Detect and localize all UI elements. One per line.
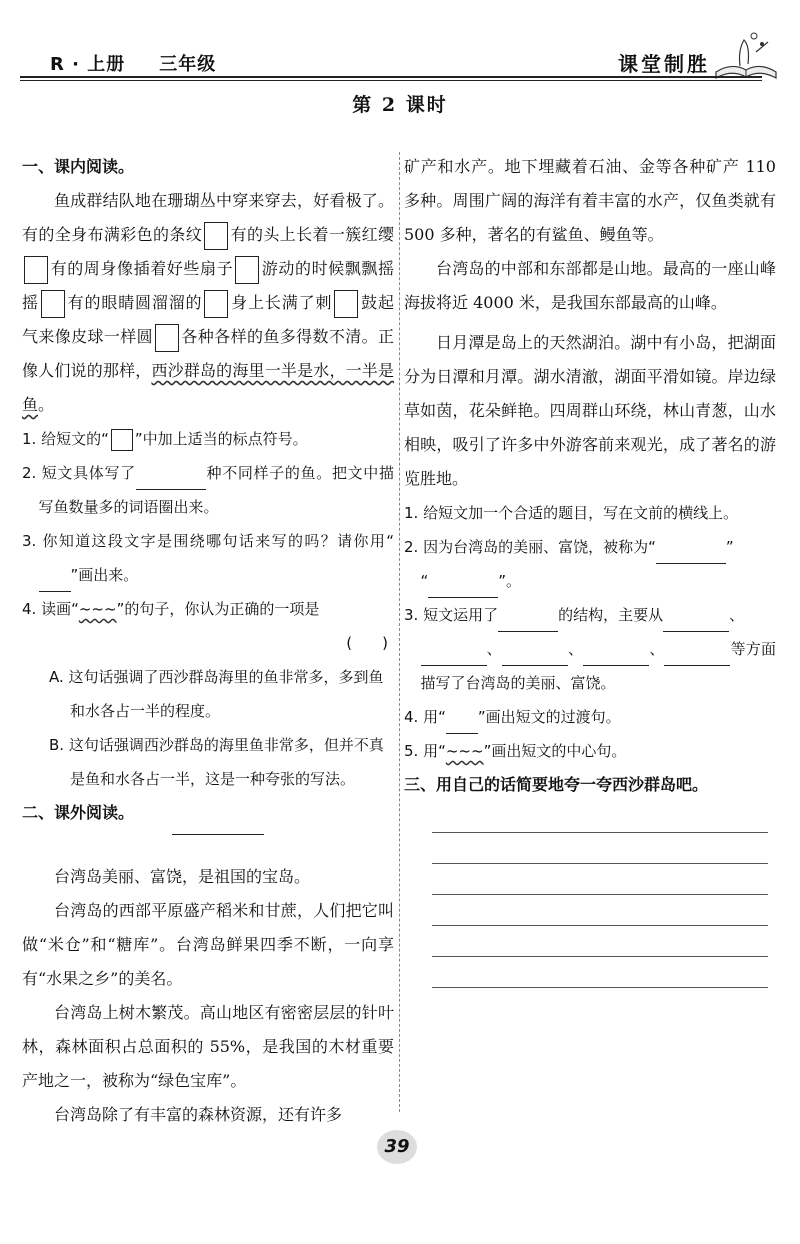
answer-blank[interactable] [421,643,487,666]
open-book-icon [710,22,782,82]
passage-title-blank[interactable] [172,834,264,835]
left-column [22,150,394,1132]
column-divider [399,152,400,1112]
passage-text: 有的眼睛圆溜溜的 [66,293,203,312]
question-text: 1. 给短文的“ [22,430,109,448]
passage-text: 游动的时候飘飘摇摇 [22,259,394,312]
section-3-heading: 三、用自己的话简要地夸一夸西沙群岛吧。 [404,775,709,794]
writing-line[interactable] [432,802,768,833]
question-1-3 [22,524,394,592]
punctuation-box[interactable] [235,256,259,284]
question-text: 3. 你知道这段文字是围绕哪句话来写的吗？请你用“ [22,532,394,550]
writing-line[interactable] [432,926,768,957]
question-2-1: 1. 给短文加一个合适的题目，写在文前的横线上。 [404,504,739,522]
writing-line[interactable] [432,895,768,926]
passage-text: 各种各样的鱼多得数不清。正像人们说的那样， [22,327,394,380]
passage-2-paragraph-6: 日月潭是岛上的天然湖泊。湖中有小岛，把湖面分为日潭和月潭。湖水清澈，湖面平滑如镜。岸边绿草如茵，花朵鲜艳。四周群山环绕，林山青葱，山水相映，吸引了许多中外游客前来观光，成了著名的游览胜地。 [404,333,776,488]
question-text: 5. 用“ [404,742,446,760]
answer-blank[interactable] [502,643,568,666]
punctuation-box[interactable] [204,290,228,318]
writing-area[interactable] [404,802,776,988]
question-text: 、 [567,640,584,658]
question-text: 、 [729,606,745,624]
question-1-4 [22,592,394,626]
question-2-2 [404,530,776,598]
passage-2-paragraph-4: 台湾岛除了有丰富的森林资源，还有许多 [54,1105,343,1124]
question-2-5 [404,734,776,768]
question-text: ” [725,538,734,556]
option-b[interactable]: B. 这句话强调西沙群岛的海里鱼非常多，但并不真是鱼和水各占一半，这是一种夸张的写法。 [49,736,384,788]
passage-text: 有的头上长着一簇红缨 [230,225,394,244]
question-2-3 [404,598,776,700]
punctuation-box[interactable] [41,290,65,318]
section-1-heading: 一、课内阅读。 [22,157,135,176]
question-text: ”。 [498,572,522,590]
question-text: 4. 读画“ [22,600,79,618]
passage-2-paragraph-2: 台湾岛的西部平原盛产稻米和甘蔗，人们把它叫做“米仓”和“糖库”。台湾岛鲜果四季不断，一向享有“水果之乡”的美名。 [22,901,394,988]
question-text: 等方面描写了台湾岛的美丽、富饶。 [420,640,776,692]
punctuation-box[interactable] [155,324,179,352]
header-rule-thin [20,80,762,81]
question-text: 、 [649,640,665,658]
question-text: 2. 因为台湾岛的美丽、富饶，被称为“ [404,538,656,556]
answer-blank[interactable] [136,467,206,490]
answer-blank[interactable] [656,541,726,564]
page-number: 39 [384,1136,410,1157]
passage-2-paragraph-3: 台湾岛上树木繁茂。高山地区有密密层层的针叶林，森林面积占总面积的 55%，是我国的木材重要产地之一，被称为“绿色宝库”。 [22,1003,394,1090]
punctuation-box-sample [111,429,133,451]
wavy-line-sample: ~~~ [78,600,117,618]
passage-2-paragraph-1: 台湾岛美丽、富饶，是祖国的宝岛。 [54,867,311,886]
question-2-4 [404,700,776,734]
option-a[interactable]: A. 这句话强调了西沙群岛海里的鱼非常多，多到鱼和水各占一半的程度。 [49,668,384,720]
lesson-title: 第 2 课时 [352,94,448,116]
question-text: 种不同样子的鱼。把文中描写鱼数量多的词语圈出来。 [38,464,394,516]
answer-blank[interactable] [498,609,558,632]
answer-parentheses[interactable]: ( ) [346,634,388,652]
passage-text: 。 [38,395,55,414]
question-text: ”画出短文的中心句。 [483,742,627,760]
answer-blank[interactable] [583,643,649,666]
question-text: 4. 用“ [404,708,446,726]
answer-blank[interactable] [663,609,729,632]
question-1-1 [22,422,394,456]
punctuation-box[interactable] [334,290,358,318]
question-1-2 [22,456,394,524]
underline-sample [39,569,71,592]
question-text: ”的句子，你认为正确的一项是 [116,600,320,618]
wavy-underlined-sentence: 西沙群岛的海里一半是水，一半是鱼 [22,361,394,414]
passage-text: 有的周身像插着好些扇子 [50,259,234,278]
header-book-info [50,50,216,76]
question-text: 3. 短文运用了 [404,606,499,624]
passage-2-paragraph-5: 台湾岛的中部和东部都是山地。最高的一座山峰海拔将近 4000 米，是我国东部最高的山峰。 [404,259,776,312]
punctuation-box[interactable] [204,222,228,250]
writing-line[interactable] [432,957,768,988]
header-grade: 三年级 [159,54,217,75]
question-text: 2. 短文具体写了 [22,464,136,482]
reading-passage-1 [22,184,394,422]
answer-blank[interactable] [664,643,730,666]
passage-2-paragraph-4-cont: 矿产和水产。地下埋藏着石油、金等各种矿产 110 多种。周围广阔的海洋有着丰富的水产，仅鱼类就有 500 多种，著名的有鲨鱼、鳗鱼等。 [404,157,776,244]
passage-text: 鱼成群结队地在珊瑚丛中穿来穿去，好看极了。有的全身布满彩色的条纹 [22,191,394,244]
right-column [404,150,776,988]
passage-text: 鼓起气来像皮球一样圆 [22,293,394,346]
page-number-badge [373,1130,423,1166]
header-rule [20,76,762,78]
answer-blank[interactable] [428,575,498,598]
writing-line[interactable] [432,864,768,895]
section-2-heading: 二、课外阅读。 [22,803,135,822]
question-text: “ [420,572,429,590]
passage-text: 身上长满了刺 [230,293,333,312]
question-text: 、 [486,640,502,658]
writing-line[interactable] [432,833,768,864]
question-text: 的结构，主要从 [558,606,664,624]
question-text: ”画出来。 [70,566,139,584]
underline-sample [446,711,478,734]
question-text: ”画出短文的过渡句。 [477,708,621,726]
punctuation-box[interactable] [24,256,48,284]
title-line-row [22,830,394,860]
header-volume: R · 上册 [50,54,126,75]
page-header [20,36,782,80]
wavy-line-sample: ~~~ [445,742,484,760]
header-brand: 课堂制胜 [618,52,710,76]
question-text: ”中加上适当的标点符号。 [134,430,308,448]
